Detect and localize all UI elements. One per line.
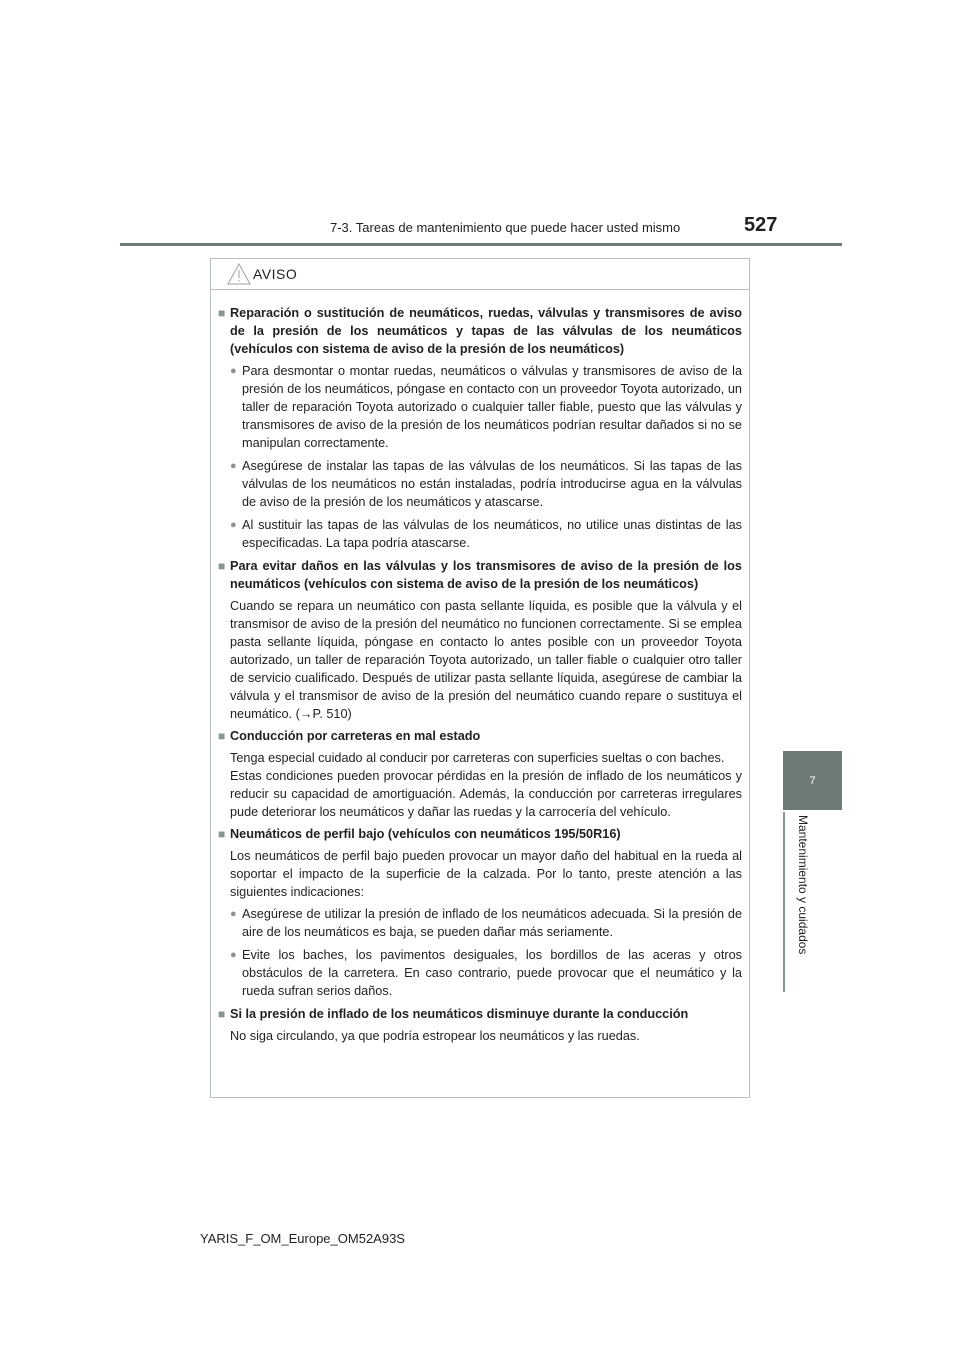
section-heading-text: Reparación o sustitución de neumáticos, ruedas, válvulas y transmisores de aviso de la presión de los neumáticos y tapas de las válvulas de los neumáticos (vehículos con sistema de aviso de la presión de los neumáticos) (230, 306, 742, 356)
square-bullet-icon: ■ (218, 827, 226, 841)
bullet-item (218, 946, 742, 1000)
bullet-item (218, 362, 742, 452)
section-heading (218, 304, 742, 358)
circle-bullet-icon: ● (230, 949, 237, 961)
section-heading (218, 727, 742, 745)
section-title: 7-3. Tareas de mantenimiento que puede hacer usted mismo (330, 220, 681, 235)
page-number: 527 (744, 214, 778, 236)
warning-section (218, 825, 742, 1000)
warning-header (211, 259, 749, 290)
chapter-tab-line (783, 812, 842, 992)
circle-bullet-icon: ● (230, 365, 237, 377)
bullet-text: Para desmontar o montar ruedas, neumáticos o válvulas y transmisores de aviso de la presión de los neumáticos, póngase en contacto con un proveedor Toyota autorizado, un taller de reparación Toyota autorizado o cualquier taller fiable, puesto que las válvulas y transmisores de aviso de la presión de los neumáticos podrían resultar dañados si no se manipulan correctamente. (242, 364, 742, 450)
bullet-item (218, 516, 742, 552)
section-paragraph: No siga circulando, ya que podría estropear los neumáticos y las ruedas. (230, 1029, 640, 1043)
section-heading (218, 1005, 742, 1023)
section-heading-text: Neumáticos de perfil bajo (vehículos con neumáticos 195/50R16) (230, 827, 621, 841)
square-bullet-icon: ■ (218, 306, 226, 320)
circle-bullet-icon: ● (230, 460, 237, 472)
square-bullet-icon: ■ (218, 559, 226, 573)
chapter-tab (783, 751, 842, 810)
section-heading-text: Para evitar daños en las válvulas y los transmisores de aviso de la presión de los neumáticos (vehículos con sistema de aviso de la presión de los neumáticos) (230, 559, 742, 591)
warning-triangle-icon (227, 262, 251, 286)
chapter-label: Mantenimiento y cuidados (796, 815, 810, 955)
bullet-item (218, 457, 742, 511)
section-heading (218, 825, 742, 843)
bullet-item (218, 905, 742, 941)
warning-title: AVISO (253, 266, 298, 282)
section-heading-text: Si la presión de inflado de los neumáticos disminuye durante la conducción (230, 1007, 689, 1021)
bullet-text: Asegúrese de instalar las tapas de las válvulas de los neumáticos. Si las tapas de las válvulas de los neumáticos no están instaladas, podría introducirse agua en la válvulas de aviso de la presión de los neumáticos y atascarse. (242, 459, 742, 509)
section-paragraph: Los neumáticos de perfil bajo pueden provocar un mayor daño del habitual en la rueda al soportar el impacto de la superficie de la calzada. Por lo tanto, preste atención a las siguientes indicaciones: (230, 849, 742, 899)
section-heading (218, 557, 742, 593)
warning-box (210, 258, 750, 1098)
document-code: YARIS_F_OM_Europe_OM52A93S (200, 1231, 405, 1246)
circle-bullet-icon: ● (230, 908, 237, 920)
section-paragraph: Cuando se repara un neumático con pasta sellante líquida, es posible que la válvula y el transmisor de aviso de la presión del neumático no funcionen correctamente. Si se emplea pasta sellante líquida, póngase en contacto lo antes posible con un proveedor Toyota autorizado, un taller de reparación Toyota autorizado, un taller fiable o cualquier otro taller de servicio cualificado. Después de utilizar pasta sellante líquida, asegúrese de cambiar la válvula y el transmisor de aviso de la presión del neumático cuando repare o sustituya el neumático. (→P. 510) (230, 599, 742, 721)
bullet-text: Evite los baches, los pavimentos desiguales, los bordillos de las aceras y otros obstáculos de la carretera. En caso contrario, puede provocar que el neumático y la rueda sufran serios daños. (242, 948, 742, 998)
square-bullet-icon: ■ (218, 729, 226, 743)
warning-section (218, 557, 742, 723)
bullet-text: Asegúrese de utilizar la presión de inflado de los neumáticos adecuada. Si la presión de aire de los neumáticos es baja, se pueden dañar más seriamente. (242, 907, 742, 939)
bullet-text: Al sustituir las tapas de las válvulas de los neumáticos, no utilice unas distintas de las especificadas. La tapa podría atascarse. (242, 518, 742, 550)
section-paragraph: Tenga especial cuidado al conducir por carreteras con superficies sueltas o con baches. Estas condiciones pueden provocar pérdidas en la presión de inflado de los neumáticos y reducir su capacidad de amortiguación. Además, la conducción por carreteras irregulares pude deteriorar los neumáticos y dañar las ruedas y la carrocería del vehículo. (230, 751, 742, 819)
warning-section (218, 1005, 742, 1045)
warning-section (218, 304, 742, 552)
warning-content (211, 290, 749, 1045)
section-heading-text: Conducción por carreteras en mal estado (230, 729, 481, 743)
chapter-number: 7 (809, 774, 816, 787)
circle-bullet-icon: ● (230, 519, 237, 531)
square-bullet-icon: ■ (218, 1007, 226, 1021)
header-divider (120, 243, 842, 246)
warning-section (218, 727, 742, 821)
